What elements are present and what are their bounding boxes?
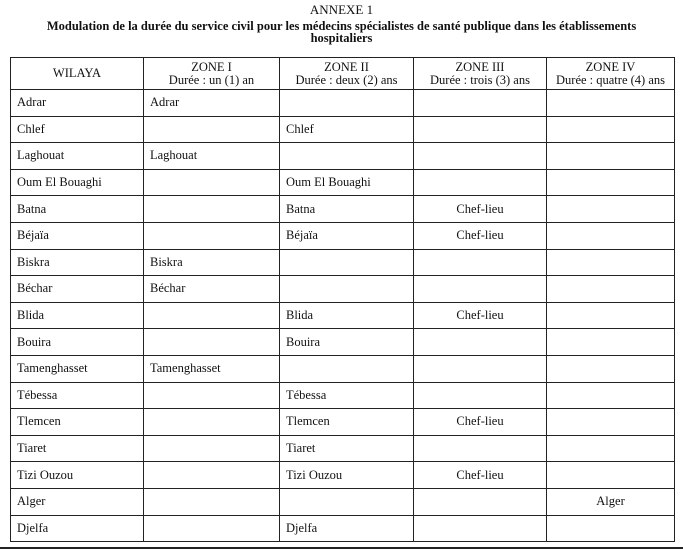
cell-zone-1: [144, 169, 280, 196]
cell-zone-3: Chef-lieu: [414, 462, 547, 489]
cell-zone-1: [144, 222, 280, 249]
document-title: Modulation de la durée du service civil pour les médecins spécialistes de santé publique dans les établissements hospitaliers: [46, 19, 637, 45]
table-row: [11, 515, 675, 542]
cell-zone-1: [144, 409, 280, 436]
table-row: [11, 276, 675, 303]
table-header: [11, 58, 675, 90]
cell-zone-1: Béchar: [144, 276, 280, 303]
cell-zone-3: [414, 143, 547, 170]
header-zone-4: [547, 58, 675, 90]
cell-zone-4: [547, 435, 675, 462]
cell-zone-2: Tlemcen: [280, 409, 414, 436]
table-row: [11, 249, 675, 276]
table-row: [11, 222, 675, 249]
table-body: [11, 90, 675, 542]
zone-4-name: ZONE IV: [585, 59, 636, 74]
cell-zone-3: [414, 435, 547, 462]
cell-wilaya: Béchar: [11, 276, 144, 303]
cell-zone-4: [547, 222, 675, 249]
cell-zone-2: [280, 143, 414, 170]
cell-zone-4: Alger: [547, 488, 675, 515]
cell-zone-4: [547, 196, 675, 223]
cell-zone-4: [547, 302, 675, 329]
cell-zone-1: Tamenghasset: [144, 355, 280, 382]
header-zone-1: [144, 58, 280, 90]
cell-zone-3: [414, 488, 547, 515]
cell-zone-1: [144, 196, 280, 223]
cell-wilaya: Oum El Bouaghi: [11, 169, 144, 196]
cell-wilaya: Tébessa: [11, 382, 144, 409]
cell-zone-2: [280, 90, 414, 117]
cell-zone-4: [547, 382, 675, 409]
cell-zone-4: [547, 169, 675, 196]
cell-zone-2: Blida: [280, 302, 414, 329]
cell-zone-4: [547, 515, 675, 542]
cell-wilaya: Béjaïa: [11, 222, 144, 249]
cell-zone-3: [414, 169, 547, 196]
cell-wilaya: Blida: [11, 302, 144, 329]
cell-wilaya: Tiaret: [11, 435, 144, 462]
cell-zone-1: [144, 462, 280, 489]
cell-zone-4: [547, 355, 675, 382]
header-zone-2: [280, 58, 414, 90]
annex-label: ANNEXE 1: [309, 2, 374, 17]
cell-wilaya: Laghouat: [11, 143, 144, 170]
table-row: [11, 143, 675, 170]
cell-zone-1: [144, 329, 280, 356]
cell-wilaya: Alger: [11, 488, 144, 515]
bottom-rule: [0, 547, 683, 549]
table-row: [11, 116, 675, 143]
cell-zone-2: Bouira: [280, 329, 414, 356]
zone-1-name: ZONE I: [191, 59, 232, 74]
header-wilaya-label: WILAYA: [52, 66, 102, 80]
zone-3-duration: Durée : trois (3) ans: [430, 72, 530, 87]
cell-zone-2: Tiaret: [280, 435, 414, 462]
cell-zone-4: [547, 462, 675, 489]
header-wilaya: [11, 58, 144, 90]
table-row: [11, 435, 675, 462]
cell-zone-1: [144, 435, 280, 462]
cell-zone-3: [414, 249, 547, 276]
cell-zone-1: Laghouat: [144, 143, 280, 170]
table-row: [11, 196, 675, 223]
table-row: [11, 169, 675, 196]
cell-zone-4: [547, 116, 675, 143]
cell-zone-2: Batna: [280, 196, 414, 223]
cell-zone-2: Oum El Bouaghi: [280, 169, 414, 196]
header-zone-3: [414, 58, 547, 90]
cell-zone-1: Adrar: [144, 90, 280, 117]
cell-zone-1: [144, 382, 280, 409]
cell-zone-3: [414, 276, 547, 303]
cell-zone-3: [414, 382, 547, 409]
cell-wilaya: Tizi Ouzou: [11, 462, 144, 489]
cell-zone-4: [547, 249, 675, 276]
table-row: [11, 462, 675, 489]
cell-zone-3: Chef-lieu: [414, 222, 547, 249]
cell-zone-2: [280, 249, 414, 276]
zone-4-duration: Durée : quatre (4) ans: [556, 72, 665, 87]
cell-wilaya: Tamenghasset: [11, 355, 144, 382]
table-row: [11, 382, 675, 409]
zone-2-duration: Durée : deux (2) ans: [295, 72, 398, 87]
cell-zone-2: Djelfa: [280, 515, 414, 542]
cell-zone-2: [280, 488, 414, 515]
cell-zone-2: Tizi Ouzou: [280, 462, 414, 489]
cell-zone-2: Chlef: [280, 116, 414, 143]
cell-wilaya: Batna: [11, 196, 144, 223]
cell-zone-3: [414, 329, 547, 356]
cell-wilaya: Bouira: [11, 329, 144, 356]
cell-zone-3: [414, 90, 547, 117]
table-row: [11, 355, 675, 382]
cell-wilaya: Adrar: [11, 90, 144, 117]
table-row: [11, 90, 675, 117]
cell-zone-3: [414, 116, 547, 143]
cell-zone-4: [547, 329, 675, 356]
cell-zone-2: Tébessa: [280, 382, 414, 409]
cell-wilaya: Chlef: [11, 116, 144, 143]
cell-zone-3: Chef-lieu: [414, 302, 547, 329]
cell-zone-3: Chef-lieu: [414, 196, 547, 223]
table-row: [11, 329, 675, 356]
zone-3-name: ZONE III: [455, 59, 505, 74]
cell-wilaya: Biskra: [11, 249, 144, 276]
header-row: [11, 58, 675, 90]
cell-zone-2: [280, 276, 414, 303]
cell-zone-4: [547, 276, 675, 303]
zone-1-duration: Durée : un (1) an: [168, 72, 255, 87]
cell-wilaya: Tlemcen: [11, 409, 144, 436]
cell-zone-4: [547, 143, 675, 170]
cell-zone-2: [280, 355, 414, 382]
cell-zone-4: [547, 409, 675, 436]
cell-zone-3: Chef-lieu: [414, 409, 547, 436]
table-row: [11, 302, 675, 329]
cell-zone-3: [414, 515, 547, 542]
zones-table: [10, 57, 675, 542]
zone-2-name: ZONE II: [324, 59, 369, 74]
cell-wilaya: Djelfa: [11, 515, 144, 542]
table-row: [11, 409, 675, 436]
table-row: [11, 488, 675, 515]
cell-zone-4: [547, 90, 675, 117]
cell-zone-3: [414, 355, 547, 382]
cell-zone-1: [144, 515, 280, 542]
cell-zone-1: [144, 302, 280, 329]
cell-zone-2: Béjaïa: [280, 222, 414, 249]
cell-zone-1: [144, 116, 280, 143]
cell-zone-1: Biskra: [144, 249, 280, 276]
cell-zone-1: [144, 488, 280, 515]
